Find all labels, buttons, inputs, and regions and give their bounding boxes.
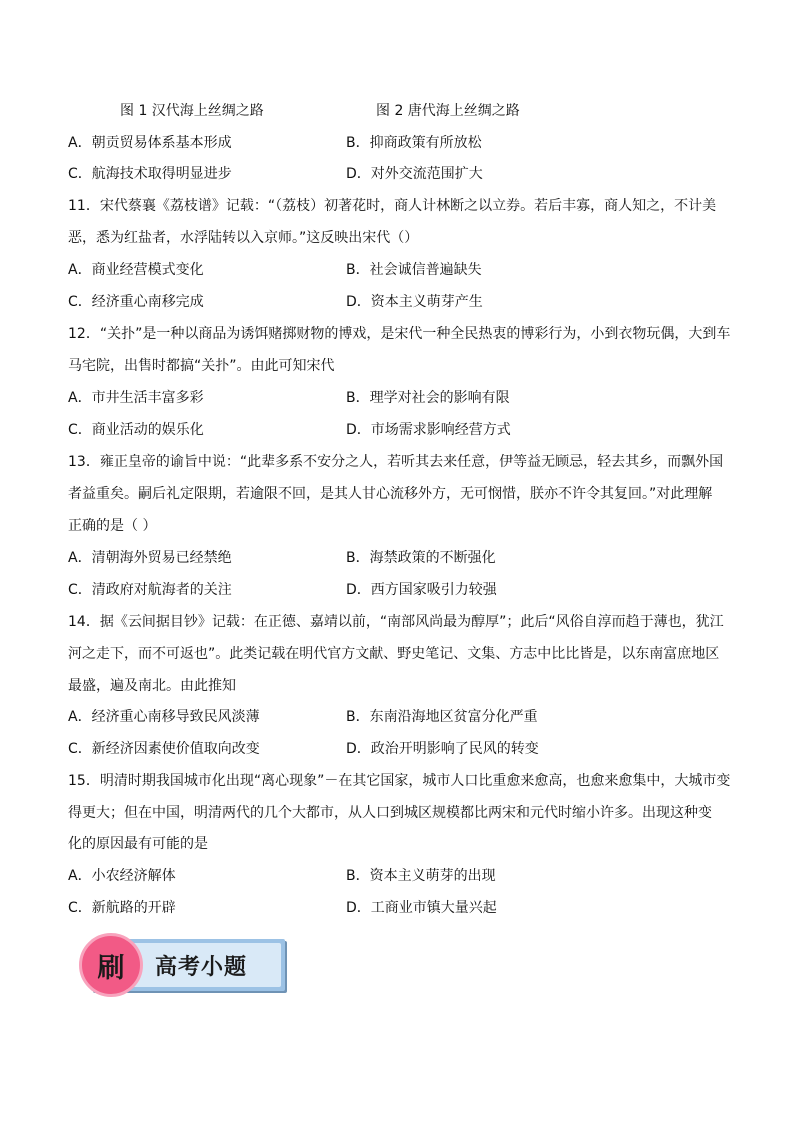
q15-stem-line-3: 化的原因最有可能的是	[68, 836, 208, 852]
q13-option-c: C．清政府对航海者的关注	[68, 582, 232, 598]
q12-option-d: D．市场需求影响经营方式	[346, 422, 511, 438]
banner-title: 高考小题	[155, 954, 248, 980]
q14-option-d: D．政治开明影响了民风的转变	[346, 741, 539, 757]
q11-stem-line-1: 11．宋代蔡襄《荔枝谱》记载：“（荔枝）初著花时，商人计林断之以立券。若后丰寡，商人知之，不计美	[68, 198, 717, 214]
banner-badge-text: 刷	[97, 952, 125, 984]
q12-option-a: A．市井生活丰富多彩	[68, 390, 204, 406]
q14-stem-line-2: 河之走下，而不可返也”。此类记载在明代官方文献、野史笔记、文集、方志中比比皆是，以东南富庶地区	[68, 646, 720, 662]
banner-badge	[79, 933, 143, 997]
q13-option-d: D．西方国家吸引力较强	[346, 582, 497, 598]
q10-option-a: A．朝贡贸易体系基本形成	[68, 135, 232, 151]
q15-option-a: A．小农经济解体	[68, 868, 176, 884]
q11-stem-line-2: 恶，悉为红盐者，水浮陆转以入京师。”这反映出宋代（）	[68, 230, 419, 246]
q13-option-b: B．海禁政策的不断强化	[346, 550, 496, 566]
q15-stem-line-1: 15．明清时期我国城市化出现“离心现象”－在其它国家，城市人口比重愈来愈高，也愈来愈集中，大城市变	[68, 773, 731, 789]
q11-option-c: C．经济重心南移完成	[68, 294, 204, 310]
q13-stem-line-3: 正确的是（ ）	[68, 518, 157, 534]
q13-option-a: A．清朝海外贸易已经禁绝	[68, 550, 232, 566]
q11-option-b: B．社会诚信普遍缺失	[346, 262, 482, 278]
q15-option-c: C．新航路的开辟	[68, 900, 176, 916]
q12-option-c: C．商业活动的娱乐化	[68, 422, 204, 438]
q14-option-a: A．经济重心南移导致民风淡薄	[68, 709, 260, 725]
q15-option-b: B．资本主义萌芽的出现	[346, 868, 496, 884]
q10-option-d: D．对外交流范围扩大	[346, 166, 483, 182]
q11-option-a: A．商业经营模式变化	[68, 262, 204, 278]
q12-stem-line-2: 马宅院，出售时都搞“关扑”。由此可知宋代	[68, 358, 335, 374]
figure-2-caption: 图 2 唐代海上丝绸之路	[376, 103, 520, 119]
q10-option-c: C．航海技术取得明显进步	[68, 166, 232, 182]
q10-option-b: B．抑商政策有所放松	[346, 135, 482, 151]
section-banner	[79, 937, 287, 993]
figure-1-caption: 图 1 汉代海上丝绸之路	[120, 103, 264, 119]
q12-stem-line-1: 12．“关扑”是一种以商品为诱饵赌掷财物的博戏，是宋代一种全民热衷的博彩行为，小到衣物玩偶，大到车	[68, 326, 731, 342]
q14-stem-line-1: 14．据《云间据目钞》记载：在正德、嘉靖以前，“南部风尚最为醇厚”；此后“风俗自淳而趋于薄也，犹江	[68, 614, 724, 630]
q14-stem-line-3: 最盛，遍及南北。由此推知	[68, 678, 236, 694]
q13-stem-line-1: 13．雍正皇帝的谕旨中说：“此辈多系不安分之人，若听其去来任意，伊等益无顾忌，轻去其乡，而飘外国	[68, 454, 724, 470]
q14-option-c: C．新经济因素使价值取向改变	[68, 741, 260, 757]
q11-option-d: D．资本主义萌芽产生	[346, 294, 483, 310]
q12-option-b: B．理学对社会的影响有限	[346, 390, 510, 406]
q14-option-b: B．东南沿海地区贫富分化严重	[346, 709, 538, 725]
q15-option-d: D．工商业市镇大量兴起	[346, 900, 497, 916]
q13-stem-line-2: 者益重矣。嗣后礼定限期，若逾限不回，是其人甘心流移外方，无可悯惜，朕亦不许令其复回。”对此理解	[68, 486, 713, 502]
q15-stem-line-2: 得更大；但在中国，明清两代的几个大都市，从人口到城区规模都比两宋和元代时缩小许多。出现这种变	[68, 805, 712, 821]
